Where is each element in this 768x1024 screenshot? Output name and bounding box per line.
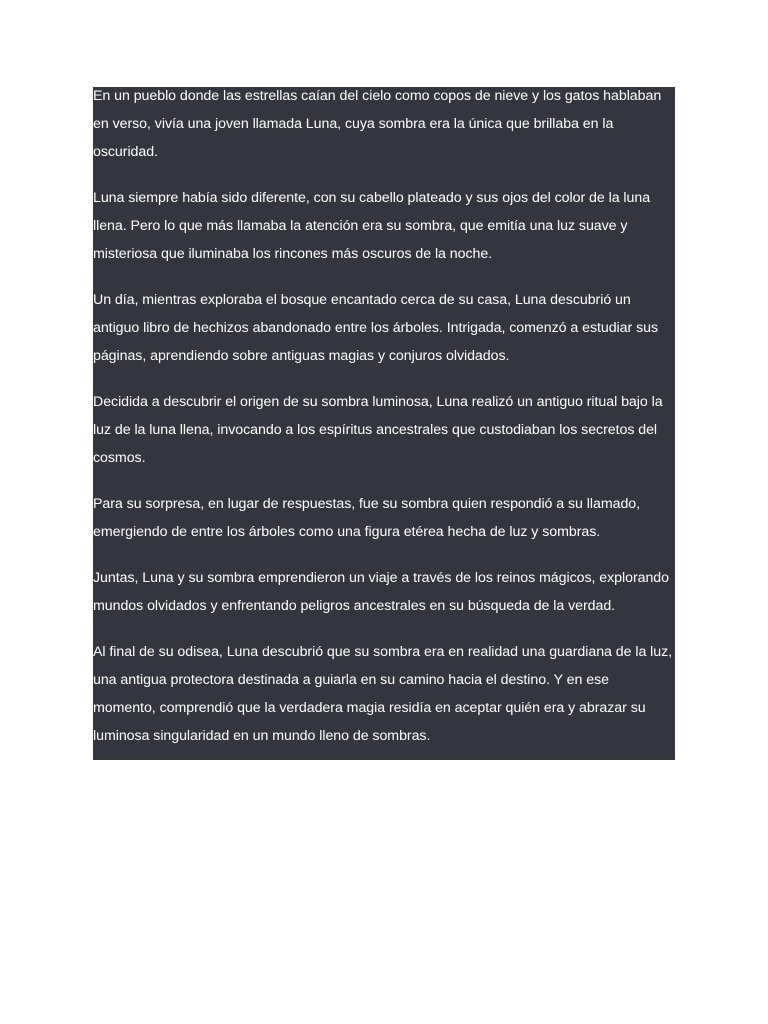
story-paragraph-7: Al final de su odisea, Luna descubrió que su sombra era en realidad una guardiana de la luz, una antigua protectora destinada a guiarla en su camino hacia el destino. Y en ese momento, comprendió que la verdadera magia residía en aceptar quién era y abrazar su luminosa singularidad en un mundo lleno de sombras. [93,644,673,744]
story-paragraph-2: Luna siempre había sido diferente, con su cabello plateado y sus ojos del color de la luna llena. Pero lo que más llamaba la atención era su sombra, que emitía una luz suave y misteriosa que iluminaba los rincones más oscuros de la noche. [93,190,651,262]
story-text-block [93,87,675,760]
story-paragraph-5: Para su sorpresa, en lugar de respuestas, fue su sombra quien respondió a su llamado, emergiendo de entre los árboles como una figura etérea hecha de luz y sombras. [93,496,641,540]
story-paragraph-3: Un día, mientras exploraba el bosque encantado cerca de su casa, Luna descubrió un antiguo libro de hechizos abandonado entre los árboles. Intrigada, comenzó a estudiar sus páginas, aprendiendo sobre antiguas magias y conjuros olvidados. [93,292,658,364]
story-paragraph-1: En un pueblo donde las estrellas caían del cielo como copos de nieve y los gatos hablaban en verso, vivía una joven llamada Luna, cuya sombra era la única que brillaba en la oscuridad. [93,88,662,160]
story-paragraph-4: Decidida a descubrir el origen de su sombra luminosa, Luna realizó un antiguo ritual bajo la luz de la luna llena, invocando a los espíritus ancestrales que custodiaban los secretos del cosmos. [93,394,663,466]
story-paragraph-6: Juntas, Luna y su sombra emprendieron un viaje a través de los reinos mágicos, explorando mundos olvidados y enfrentando peligros ancestrales en su búsqueda de la verdad. [93,570,669,614]
